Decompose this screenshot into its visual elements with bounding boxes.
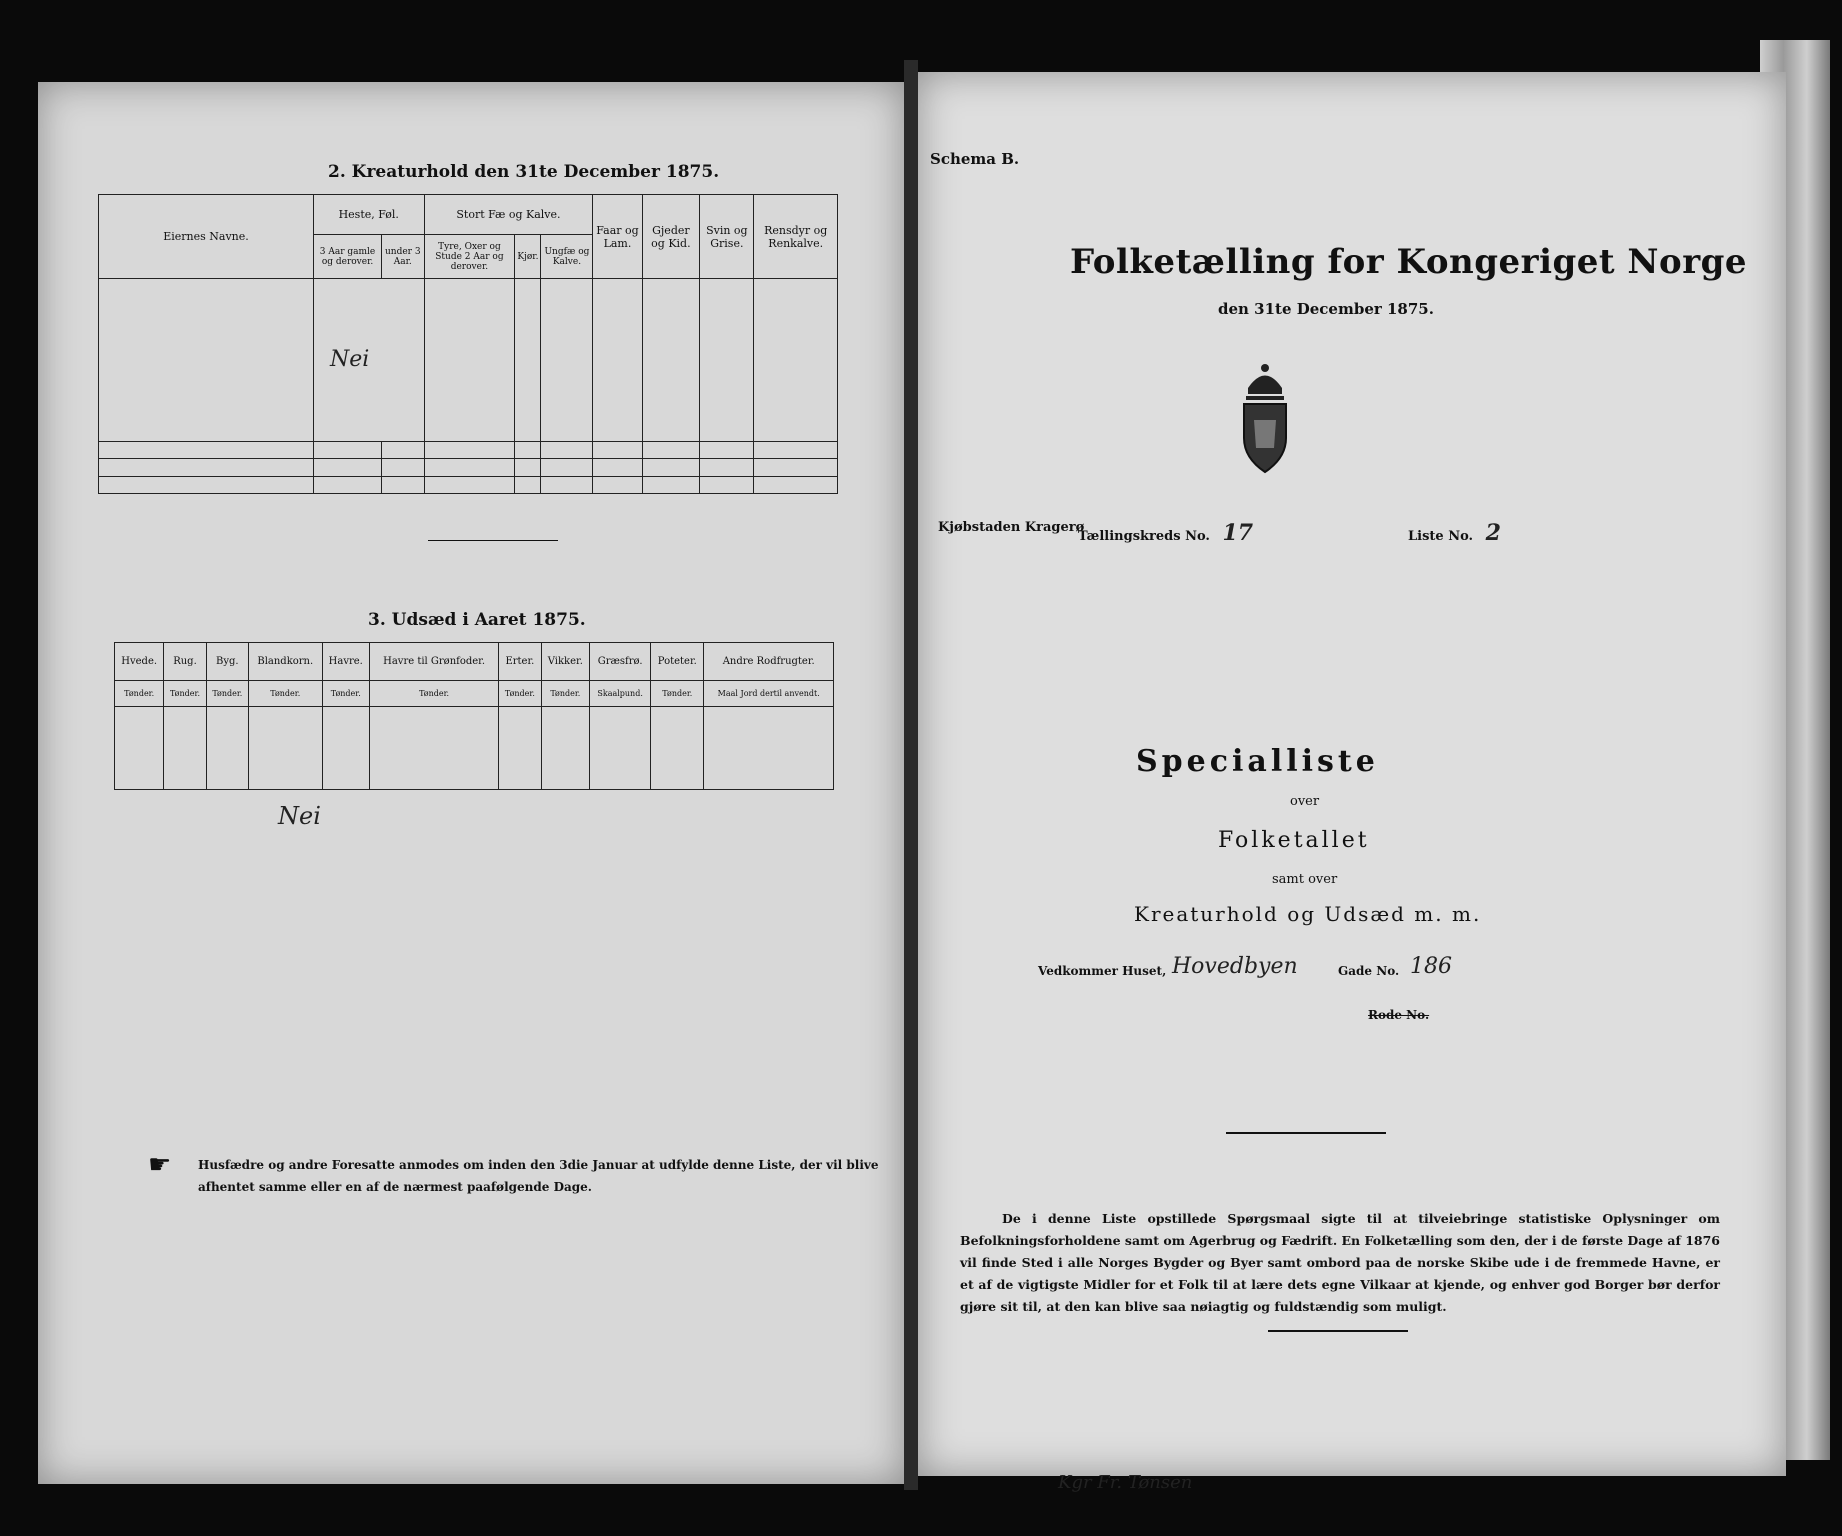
goats-header: Gjeder og Kid. — [642, 195, 700, 279]
schema-label: Schema B. — [930, 150, 1020, 168]
notice-text: Husfædre og andre Foresatte anmodes om inden den 3die Januar at udfylde denne Liste, der vil blive afhentet samme eller en af de nærmest paafølgende Dage. — [198, 1158, 879, 1194]
section-2-title: 2. Kreaturhold den 31te December 1875. — [328, 162, 720, 182]
rode-no-label: Rode No. — [1368, 1008, 1430, 1022]
specialliste-heading: Specialliste — [1136, 744, 1379, 779]
col-header: Havre. — [322, 643, 369, 681]
unit-cell: Tønder. — [322, 681, 369, 707]
unit-cell: Tønder. — [499, 681, 541, 707]
kreaturhold-heading: Kreaturhold og Udsæd m. m. — [1134, 902, 1482, 926]
reindeer-header: Rensdyr og Renkalve. — [754, 195, 838, 279]
table-row — [99, 441, 838, 458]
district-label — [1078, 520, 1253, 546]
col-header: Rug. — [164, 643, 206, 681]
coat-of-arms-icon — [1230, 358, 1300, 478]
horses-young-header: under 3 Aar. — [382, 235, 424, 279]
pointing-hand-icon: ☛ — [148, 1150, 172, 1180]
section-3-title: 3. Udsæd i Aaret 1875. — [368, 610, 586, 630]
col-header: Havre til Grønfoder. — [369, 643, 498, 681]
unit-cell: Tønder. — [115, 681, 164, 707]
cattle-header: Stort Fæ og Kalve. — [424, 195, 593, 235]
town-value: Kragerø — [1024, 520, 1085, 535]
col-header: Byg. — [206, 643, 248, 681]
unit-cell: Tønder. — [249, 681, 323, 707]
unit-cell: Tønder. — [541, 681, 590, 707]
horses-header: Heste, Føl. — [314, 195, 425, 235]
col-header: Andre Rodfrugter. — [704, 643, 834, 681]
cattle-bulls-header: Tyre, Oxer og Stude 2 Aar og derover. — [424, 235, 515, 279]
district-value: 17 — [1222, 520, 1254, 546]
signature: Kgr Fr. Tønsen — [1058, 1472, 1193, 1493]
census-date: den 31te December 1875. — [1218, 300, 1434, 318]
col-header: Poteter. — [651, 643, 704, 681]
district-label-text: Tællingskreds No. — [1078, 529, 1210, 544]
list-value: 2 — [1485, 520, 1501, 546]
unit-cell: Tønder. — [164, 681, 206, 707]
sowing-entry: Nei — [278, 802, 321, 830]
col-header: Erter. — [499, 643, 541, 681]
divider — [1226, 1132, 1386, 1134]
col-header: Vikker. — [541, 643, 590, 681]
cattle-young-header: Ungfæ og Kalve. — [541, 235, 593, 279]
unit-cell: Tønder. — [651, 681, 704, 707]
folketallet-heading: Folketallet — [1218, 828, 1370, 853]
unit-cell: Skaalpund. — [590, 681, 651, 707]
street-no-label: Gade No. — [1338, 964, 1400, 978]
list-label — [1408, 520, 1501, 546]
house-value: Hovedbyen — [1172, 954, 1298, 979]
street-no-value: 186 — [1410, 954, 1452, 979]
table-row — [115, 707, 834, 790]
col-header: Blandkorn. — [249, 643, 323, 681]
house-label: Vedkommer Huset, — [1038, 964, 1167, 978]
unit-cell: Maal Jord dertil anvendt. — [704, 681, 834, 707]
table-row — [99, 476, 838, 493]
unit-cell: Tønder. — [369, 681, 498, 707]
right-page — [918, 72, 1786, 1493]
unit-cell: Tønder. — [206, 681, 248, 707]
explanation-paragraph: De i denne Liste opstillede Spørgsmaal sigte til at tilveiebringe statistiske Oplysninger om Befolkningsforholdene samt om Agerbrug og Fædrift. En Folketælling som den, der i de første Dage af 1876 vil finde Sted i alle Norges Bygder og Byer samt ombord paa de norske Skibe ude i de fremmede Havne, er et af de vigtigste Midler for et Folk til at lære dets egne Vilkaar at kjende, og enhver god Borger bør derfor gjøre sit til, at den kan blive saa nøiagtig og fuldstændig som muligt. — [960, 1211, 1721, 1314]
divider — [428, 540, 558, 541]
table-row — [99, 279, 838, 442]
livestock-table — [98, 194, 838, 494]
book-spine — [904, 60, 918, 1490]
col-header: Hvede. — [115, 643, 164, 681]
sheep-header: Faar og Lam. — [593, 195, 642, 279]
cattle-cows-header: Kjør. — [515, 235, 541, 279]
table-row — [99, 459, 838, 476]
livestock-entry: Nei — [314, 279, 425, 442]
sowing-table — [114, 642, 834, 790]
col-header: Græsfrø. — [590, 643, 651, 681]
over-text: over — [1290, 794, 1320, 809]
samt-over-text: samt over — [1272, 872, 1338, 887]
owner-header: Eiernes Navne. — [99, 195, 314, 279]
list-label-text: Liste No. — [1408, 529, 1474, 544]
pigs-header: Svin og Grise. — [700, 195, 754, 279]
main-title: Folketælling for Kongeriget Norge — [1070, 242, 1748, 282]
horses-adult-header: 3 Aar gamle og derover. — [314, 235, 382, 279]
divider — [1268, 1330, 1408, 1332]
left-page — [38, 82, 904, 1484]
town-label-text: Kjøbstaden — [938, 520, 1021, 535]
town-label — [938, 520, 1084, 535]
